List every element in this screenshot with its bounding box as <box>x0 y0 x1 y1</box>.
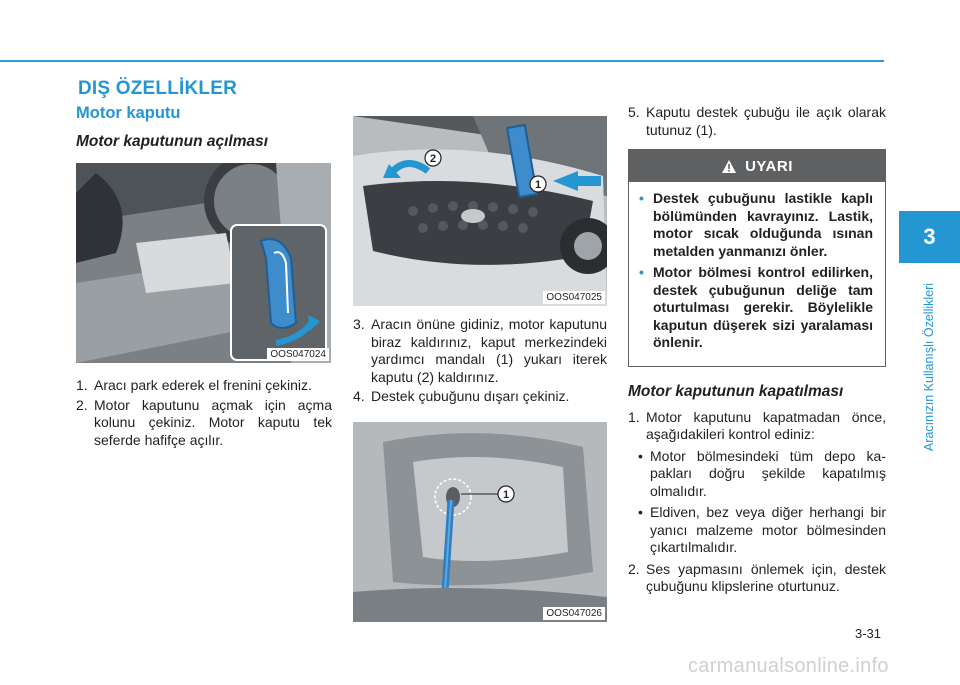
step-item <box>628 561 886 596</box>
step-text: Motor kaputunu açmak için açma kolunu çekiniz. Motor kaputu tek seferde hafifçe açılır. <box>94 396 332 448</box>
chapter-label-text: Aracınızın Kullanışlı Özellikleri <box>922 282 936 452</box>
hood-title: Motor kaputu <box>76 104 181 122</box>
step-item <box>353 388 607 406</box>
bullet-dot-icon: • <box>638 447 643 464</box>
step-number: 2. <box>76 396 88 413</box>
opening-steps <box>76 377 332 449</box>
step-item <box>353 316 607 386</box>
figure-hood-latch <box>353 116 607 306</box>
figure-code: OOS047025 <box>543 291 605 304</box>
step-text: Destek çubuğunu dışarı çekiniz. <box>371 388 570 404</box>
check-text: Motor bölmesindeki tüm depo kapakları doğru şekilde kapatılmış olmalıdır. <box>650 447 886 499</box>
support-steps <box>628 104 886 139</box>
step-text: Kaputu destek çubuğu ile açık olarak tutunuz (1). <box>646 104 886 138</box>
warning-item <box>639 190 873 260</box>
bullet-dot-icon: • <box>639 190 644 206</box>
bullet-dot-icon: • <box>639 264 644 280</box>
opening-subtitle: Motor kaputunun açılması <box>76 133 269 150</box>
step-number: 2. <box>628 560 640 577</box>
warning-header <box>629 150 885 182</box>
closing-subtitle: Motor kaputunun kapatılması <box>628 382 844 400</box>
step-number: 1. <box>628 408 640 425</box>
warning-body <box>629 182 885 366</box>
latch-steps <box>353 316 607 406</box>
step-number: 4. <box>353 388 365 404</box>
step-text: Motor kaputunu kapatmadan önce, aşağıdakileri kontrol ediniz: <box>646 408 886 442</box>
step-number: 5. <box>628 104 640 120</box>
warning-text: Motor bölmesi kontrol edilirken, destek çubuğunun deliğe tam oturtulması gerekir. Böylelikle kaputun düşerek sizi yaralaması önlenir. <box>653 264 873 350</box>
column-right <box>628 104 886 598</box>
step-item <box>628 104 886 139</box>
check-item <box>638 504 886 557</box>
chapter-tab: 3 <box>899 211 960 263</box>
warning-title: UYARI <box>745 157 793 175</box>
watermark: carmanualsonline.info <box>688 655 889 677</box>
support-rod-illustration <box>353 422 607 622</box>
callout-1: 1 <box>534 179 542 191</box>
step-text: Aracın önüne gidiniz, motor kaputunu biraz kaldırınız, kaput merkezindeki yardımcı mandalı (1) yukarı iterek kaputu (2) kaldırınız. <box>371 316 607 385</box>
check-item <box>638 448 886 501</box>
closing-checklist <box>638 448 886 557</box>
warning-text: Destek çubuğunu lastikle kaplı bölümünden kavrayınız. Lastik, motor sıcak olduğunda ısınan metalden yanmanızı önler. <box>653 190 873 259</box>
figure-support-rod <box>353 422 607 622</box>
warning-item <box>639 264 873 352</box>
warning-box <box>628 149 886 367</box>
figure-code: OOS047024 <box>267 348 329 361</box>
bullet-dot-icon: • <box>638 504 643 520</box>
hood-release-illustration <box>76 163 331 363</box>
step-item <box>76 397 332 450</box>
closing-steps <box>628 409 886 444</box>
callout-1: 1 <box>502 488 510 501</box>
figure-code: OOS047026 <box>543 607 605 620</box>
check-text: Eldiven, bez veya diğer herhangi bir yanıcı malzeme motor bölmesinden çıkartılmalıdır. <box>650 504 886 555</box>
step-text: Ses yapmasını önlemek için, destek çubuğunu klipslerine oturtunuz. <box>646 560 886 594</box>
step-text: Aracı park ederek el frenini çekiniz. <box>94 377 312 393</box>
column-middle <box>353 116 607 622</box>
section-title: DIŞ ÖZELLİKLER <box>78 78 238 99</box>
column-left <box>76 104 332 451</box>
step-item <box>76 377 332 395</box>
chapter-side-label <box>917 272 941 462</box>
step-number: 1. <box>76 377 88 393</box>
page-number: 3-31 <box>855 626 882 641</box>
callout-2: 2 <box>429 153 437 165</box>
step-item <box>628 409 886 444</box>
figure-hood-release-lever <box>76 163 331 363</box>
warning-triangle-icon <box>721 159 737 174</box>
hood-latch-illustration <box>353 116 607 306</box>
step-number: 3. <box>353 316 365 332</box>
header-rule <box>0 60 884 62</box>
closing-steps-2 <box>628 561 886 596</box>
